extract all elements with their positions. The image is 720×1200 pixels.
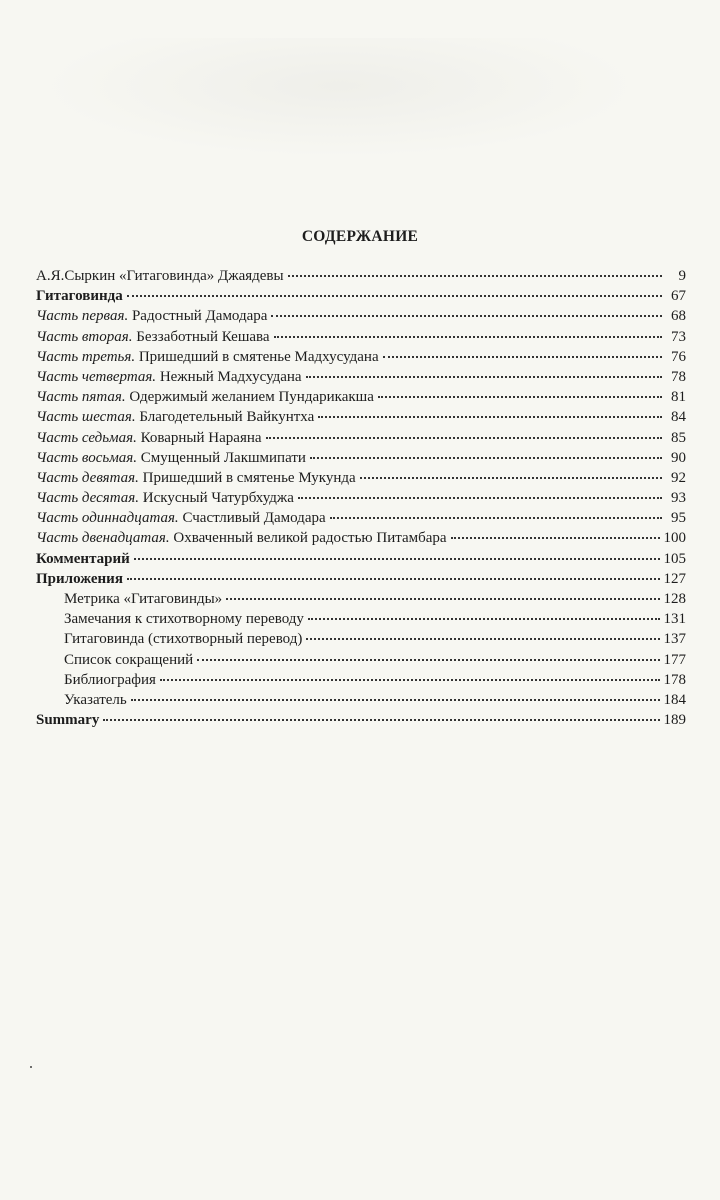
toc-entry [36,591,686,611]
toc-entry-text: Гитаговинда [36,288,123,305]
toc-entry-page-number: 9 [678,268,686,284]
toc-entry-text: Охваченный великой радостью Питамбара [169,530,447,547]
dot-leader [360,474,662,479]
toc-entry-text: Смущенный Лакшмипати [137,449,306,466]
toc-entry-title [36,389,374,406]
toc-entry [36,369,686,389]
toc-entry [36,530,686,550]
dot-leader [288,272,662,277]
toc-entry-part-label: Часть вторая. [36,328,133,345]
toc-entry-text: Гитаговинда (стихотворный перевод) [64,631,303,648]
toc-entry-page-number: 128 [663,591,686,607]
toc-entry-title [36,692,127,709]
toc-entry-text: А.Я.Сыркин «Гитаговинда» Джаядевы [36,268,284,284]
toc-entry-page-number: 189 [663,712,686,729]
dot-leader [197,656,659,661]
dot-leader [131,696,660,701]
toc-entry-part-label: Часть десятая. [36,490,140,507]
toc-entry-page-number: 184 [663,691,686,708]
toc-entry-title [36,268,284,285]
dot-leader [127,575,660,580]
toc-entry-part-label: Часть двенадцатая. [36,530,170,547]
toc-entry-title [36,490,294,507]
dot-leader [160,676,660,681]
toc-entry-page-number: 85 [671,429,686,446]
toc-entry-title [36,672,156,689]
toc-entry-title [36,288,123,305]
toc-entry-text: Summary [36,712,100,729]
toc-entry-title [36,652,193,669]
show-through-bleed [40,38,640,158]
toc-entry-page-number: 177 [663,651,686,668]
toc-entry-part-label: Часть первая. [36,308,129,325]
toc-entry-text: Одержимый желанием Пундарикакша [125,389,374,406]
toc-entry-title [36,308,267,325]
toc-entry-title [36,329,270,346]
toc-entry-text: Пришедший в смятенье Мадхусудана [135,348,379,365]
toc-entry-page-number: 105 [663,550,686,567]
toc-entry-title [36,409,314,426]
toc-entry-text: Список сокращений [64,651,194,668]
toc-entry-page-number: 95 [671,510,686,527]
dot-leader [306,373,662,378]
toc-entry [36,712,686,732]
toc-entry-page-number: 90 [671,449,686,466]
toc-entry [36,288,686,308]
toc-entry-title [36,551,130,568]
toc-entry-part-label: Часть пятая. [36,389,126,406]
dot-leader [308,615,660,620]
toc-entry-part-label: Часть третья. [36,348,136,365]
toc-entry-text: Беззаботный Кешава [132,328,270,345]
toc-entry [36,631,686,651]
toc-entry-title [36,530,447,547]
toc-entry [36,692,686,712]
dot-leader [330,514,662,519]
toc-entry-title [36,611,304,628]
toc-entry-page-number: 100 [663,530,686,547]
toc-entry-part-label: Часть седьмая. [36,429,137,446]
toc-entry [36,329,686,349]
dot-leader [318,413,662,418]
toc-entry [36,389,686,409]
dot-leader [310,454,662,459]
toc-entry-text: Метрика «Гитаговинды» [64,591,223,607]
toc-entry-page-number: 73 [671,328,686,345]
dot-leader [226,595,659,600]
toc-entry [36,551,686,571]
toc-entry-title [36,349,379,366]
dot-leader [298,494,662,499]
toc-entry-title [36,571,123,588]
toc-entry-text: Нежный Мадхусудана [156,368,302,385]
toc-entry [36,430,686,450]
toc-entry-title [36,631,302,648]
toc-entry-text: Пришедший в смятенье Мукунда [138,469,356,486]
toc-entry [36,308,686,328]
toc-entry-part-label: Часть девятая. [36,469,139,486]
dot-leader [306,635,659,640]
dot-leader [271,312,662,317]
dot-leader [451,534,660,539]
toc-entry-page-number: 68 [671,308,686,325]
toc-entry-part-label: Часть шестая. [36,409,136,426]
paper-speck [30,1066,32,1068]
toc-entry-title [36,430,262,447]
toc-entry-text: Замечания к стихотворному переводу [64,611,304,628]
toc-entry-title [36,712,99,729]
toc-entry-title [36,470,356,487]
toc-entry-title [36,369,302,386]
toc-entry-text: Счастливый Дамодара [178,510,326,527]
toc-entry-text: Указатель [64,691,127,708]
toc-entry-text: Библиография [64,671,156,688]
dot-leader [266,434,662,439]
toc-entry-page-number: 131 [663,611,686,628]
toc-entry [36,611,686,631]
toc-entry-text: Искусный Чатурбхуджа [139,490,294,507]
toc-entry-text: Благодетельный Вайкунтха [135,409,315,426]
toc-entry [36,450,686,470]
toc-title: СОДЕРЖАНИЕ [301,228,419,245]
toc-entry-part-label: Часть одиннадцатая. [36,510,179,527]
toc-entry-page-number: 93 [671,490,686,507]
toc-entry-page-number: 137 [663,631,686,648]
toc-entry-title [36,510,326,527]
toc-entry [36,490,686,510]
toc-entry [36,652,686,672]
table-of-contents [36,268,686,732]
toc-entry [36,268,686,288]
toc-entry-page-number: 92 [671,469,686,486]
toc-entry-page-number: 178 [663,671,686,688]
toc-entry-text: Приложения [36,570,123,587]
toc-entry [36,510,686,530]
toc-entry [36,470,686,490]
toc-entry-part-label: Часть четвертая. [36,368,157,385]
toc-entry-text: Коварный Нараяна [136,429,262,446]
toc-entry-page-number: 78 [671,368,686,385]
toc-entry [36,409,686,429]
toc-entry [36,349,686,369]
toc-entry-text: Комментарий [36,550,130,567]
toc-entry-page-number: 81 [671,389,686,406]
toc-entry-title [36,591,222,608]
toc-entry [36,672,686,692]
toc-entry-page-number: 84 [671,409,686,426]
dot-leader [378,393,662,398]
toc-entry-part-label: Часть восьмая. [36,449,137,466]
dot-leader [127,292,662,297]
toc-entry-page-number: 127 [663,570,686,587]
toc-entry [36,571,686,591]
toc-entry-text: Радостный Дамодара [128,308,268,325]
toc-entry-page-number: 76 [671,348,686,365]
dot-leader [383,353,662,358]
dot-leader [274,333,662,338]
dot-leader [103,716,659,721]
toc-entry-title [36,450,306,467]
toc-entry-page-number: 67 [671,288,686,305]
dot-leader [134,555,660,560]
